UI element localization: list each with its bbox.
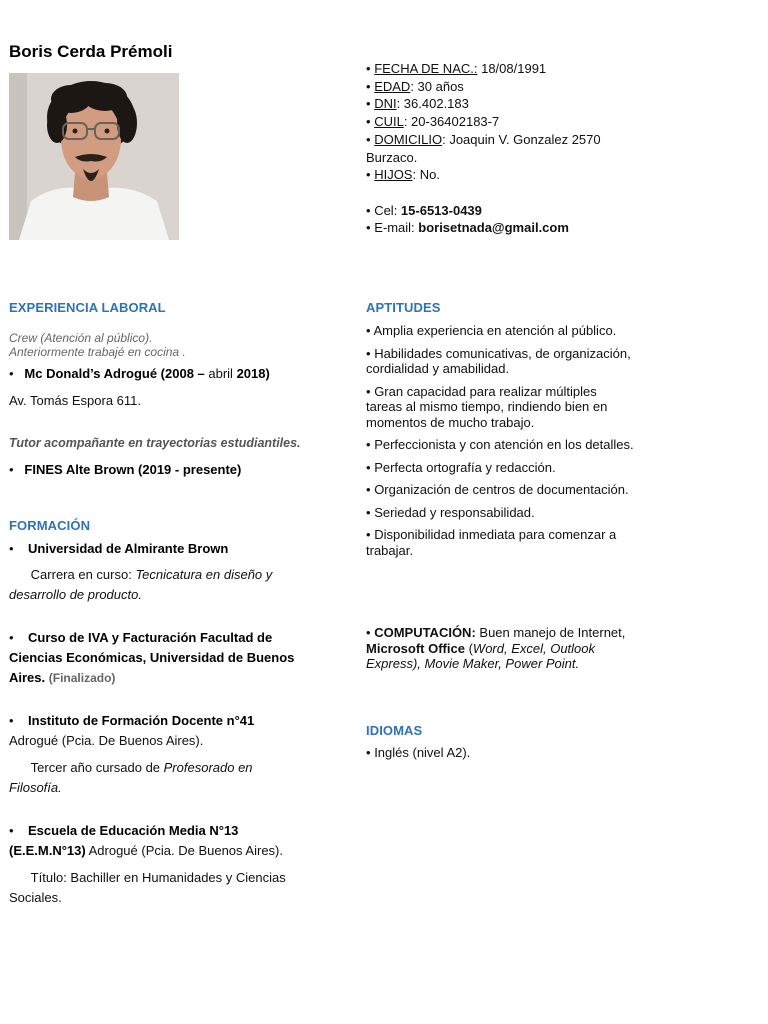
computing-skills: • COMPUTACIÓN: Buen manejo de Internet, Microsoft Office (Word, Excel, Outlook Express), Movie Maker, Power Point. [366,625,626,671]
birth-date-line: • FECHA DE NAC.: 18/08/1991 [366,61,547,76]
phone-label: Cel: [374,202,401,218]
skill-item: • Amplia experiencia en atención al público. [366,323,617,338]
children-value: : No. [412,167,440,183]
education-item-3: • Instituto de Formación Docente n°41 Adrogué (Pcia. De Buenos Aires). Tercer año cursado de Profesorado en Filosofía. [9,713,255,795]
cuil-line: • CUIL: 20-36402183-7 [366,114,500,130]
skills-heading: APTITUDES [366,300,441,315]
phone-line: • Cel: 15-6513-0439 [366,202,482,218]
cuil-label: CUIL [374,114,404,130]
age-label: EDAD [374,78,411,94]
job1-address: Av. Tomás Espora 611. [9,393,141,408]
skill-item: • Gran capacidad para realizar múltiples tareas al mismo tiempo, rindiendo bien en momentos de mucho trabajo. [366,383,608,430]
skill-item: • Habilidades comunicativas, de organización, cordialidad y amabilidad. [366,345,631,376]
job1-description: Crew (Atención al público). Anteriormente trabajé en cocina . [9,331,186,359]
age-line: • EDAD: 30 años [366,78,464,94]
dni-label: DNI [374,96,397,112]
candidate-name: Boris Cerda Prémoli [9,42,173,61]
computing-label: COMPUTACIÓN: [374,625,476,640]
skill-item: • Perfeccionista y con atención en los detalles. [366,437,634,452]
email-value: borisetnada@gmail.com [418,220,569,236]
address-value: : Joaquin V. Gonzalez 2570 Burzaco. [366,131,601,165]
education-item-1: • Universidad de Almirante Brown Carrera en curso: Tecnicatura en diseño y desarrollo de producto. [9,541,273,602]
education-heading: FORMACIÓN [9,518,91,533]
address-line: • DOMICILIO: Joaquin V. Gonzalez 2570 Burzaco. [366,131,601,165]
skill-item: • Disponibilidad inmediata para comenzar a trabajar. [366,527,617,558]
job2-description: Tutor acompañante en trayectorias estudiantiles. [9,436,301,450]
cuil-value: : 20-36402183-7 [403,114,500,130]
education-item-2: • Curso de IVA y Facturación Facultad de Ciencias Económicas, Universidad de Buenos Aires. (Finalizado) [9,630,295,685]
experience-heading: EXPERIENCIA LABORAL [9,300,166,315]
children-label: HIJOS [374,167,413,183]
education-item-4: • Escuela de Educación Media N°13 (E.E.M.N°13) Adrogué (Pcia. De Buenos Aires). Título: Bachiller en Humanidades y Ciencias Sociales. [9,823,286,905]
profile-photo [9,73,179,240]
skills-list [366,323,634,565]
address-label: DOMICILIO [374,131,443,147]
birth-date-value: 18/08/1991 [477,61,547,76]
skill-item: • Perfecta ortografía y redacción. [366,459,556,475]
skill-item: • Seriedad y responsabilidad. [366,504,535,520]
language-item: • Inglés (nivel A2). [366,745,471,760]
skill-item: • Organización de centros de documentación. [366,482,629,497]
dni-line: • DNI: 36.402.183 [366,96,469,112]
birth-date-label: FECHA DE NAC.: [374,61,478,76]
children-line: • HIJOS: No. [366,167,440,183]
age-value: : 30 años [410,78,464,94]
phone-value: 15-6513-0439 [400,202,482,218]
job1-title: • Mc Donald’s Adrogué (2008 – abril 2018) [9,366,270,381]
job2-title: • FINES Alte Brown (2019 - presente) [9,462,242,477]
languages-heading: IDIOMAS [366,723,423,738]
email-line: • E-mail: borisetnada@gmail.com [366,220,569,236]
email-label: E-mail: [374,220,419,236]
dni-value: : 36.402.183 [396,96,469,112]
personal-info [366,60,666,237]
